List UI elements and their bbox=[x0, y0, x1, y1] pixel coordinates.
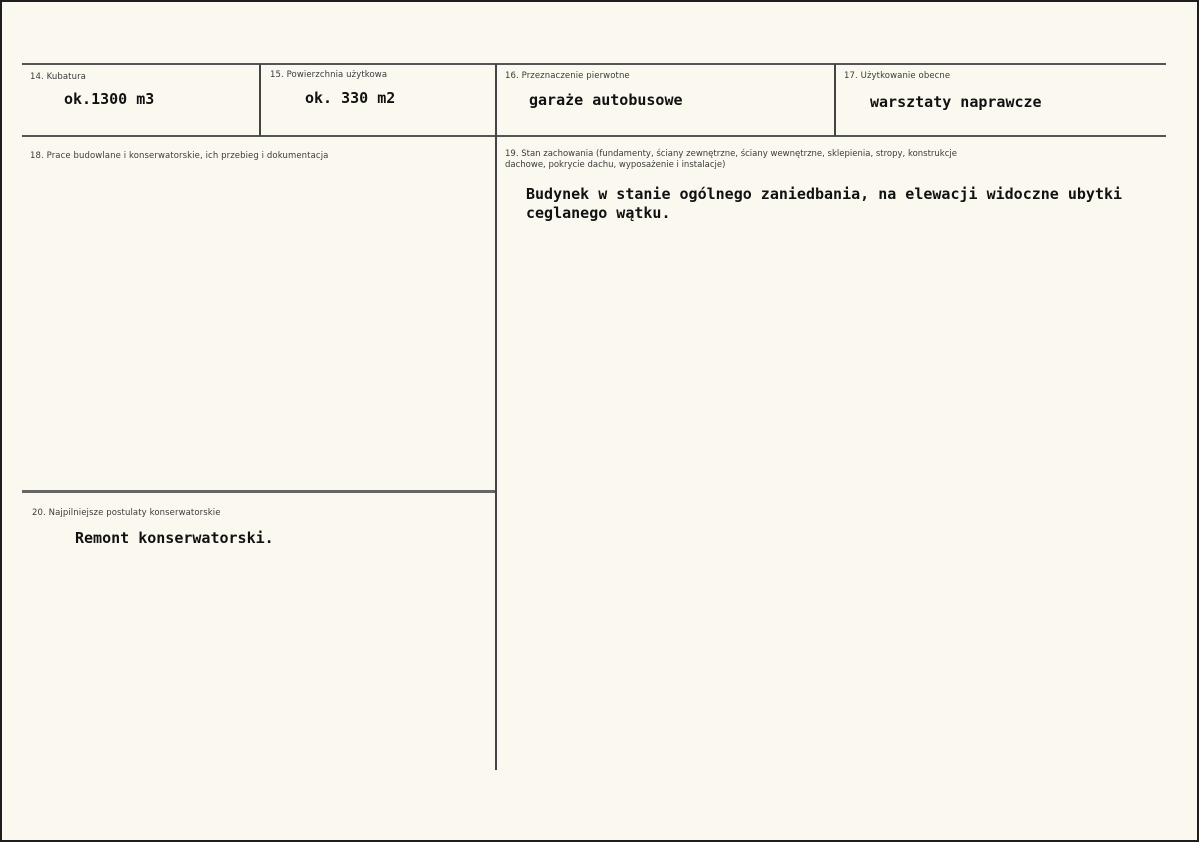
col-divider-14-15 bbox=[259, 64, 261, 136]
field-16-label: 16. Przeznaczenie pierwotne bbox=[505, 71, 630, 81]
header-bottom-rule bbox=[22, 135, 1166, 137]
field-17-value: warsztaty naprawcze bbox=[870, 93, 1042, 111]
field-19-label: 19. Stan zachowania (fundamenty, ściany zewnętrzne, ściany wewnętrzne, sklepienia, stropy, konstrukcje dachowe, pokrycie dachu, wyposażenie i instalacje) bbox=[505, 149, 957, 170]
field-15-label: 15. Powierzchnia użytkowa bbox=[270, 70, 388, 80]
field-14-label: 14. Kubatura bbox=[30, 72, 86, 82]
field-19-value: Budynek w stanie ogólnego zaniedbania, na elewacji widoczne ubytki ceglanego wątku. bbox=[526, 185, 1123, 222]
field-14-value: ok.1300 m3 bbox=[64, 90, 155, 108]
field-20-label: 20. Najpilniejsze postulaty konserwatorskie bbox=[32, 508, 221, 518]
col-divider-16-17 bbox=[834, 64, 836, 136]
field-16-value: garaże autobusowe bbox=[529, 91, 683, 109]
field-17-label: 17. Użytkowanie obecne bbox=[844, 71, 951, 81]
top-rule bbox=[22, 63, 1166, 65]
col-divider-15-16 bbox=[495, 64, 497, 770]
field-15-value: ok. 330 m2 bbox=[305, 89, 396, 107]
field-18-label: 18. Prace budowlane i konserwatorskie, ich przebieg i dokumentacja bbox=[30, 151, 329, 161]
field-20-value: Remont konserwatorski. bbox=[75, 529, 274, 547]
section-20-rule bbox=[22, 490, 495, 493]
